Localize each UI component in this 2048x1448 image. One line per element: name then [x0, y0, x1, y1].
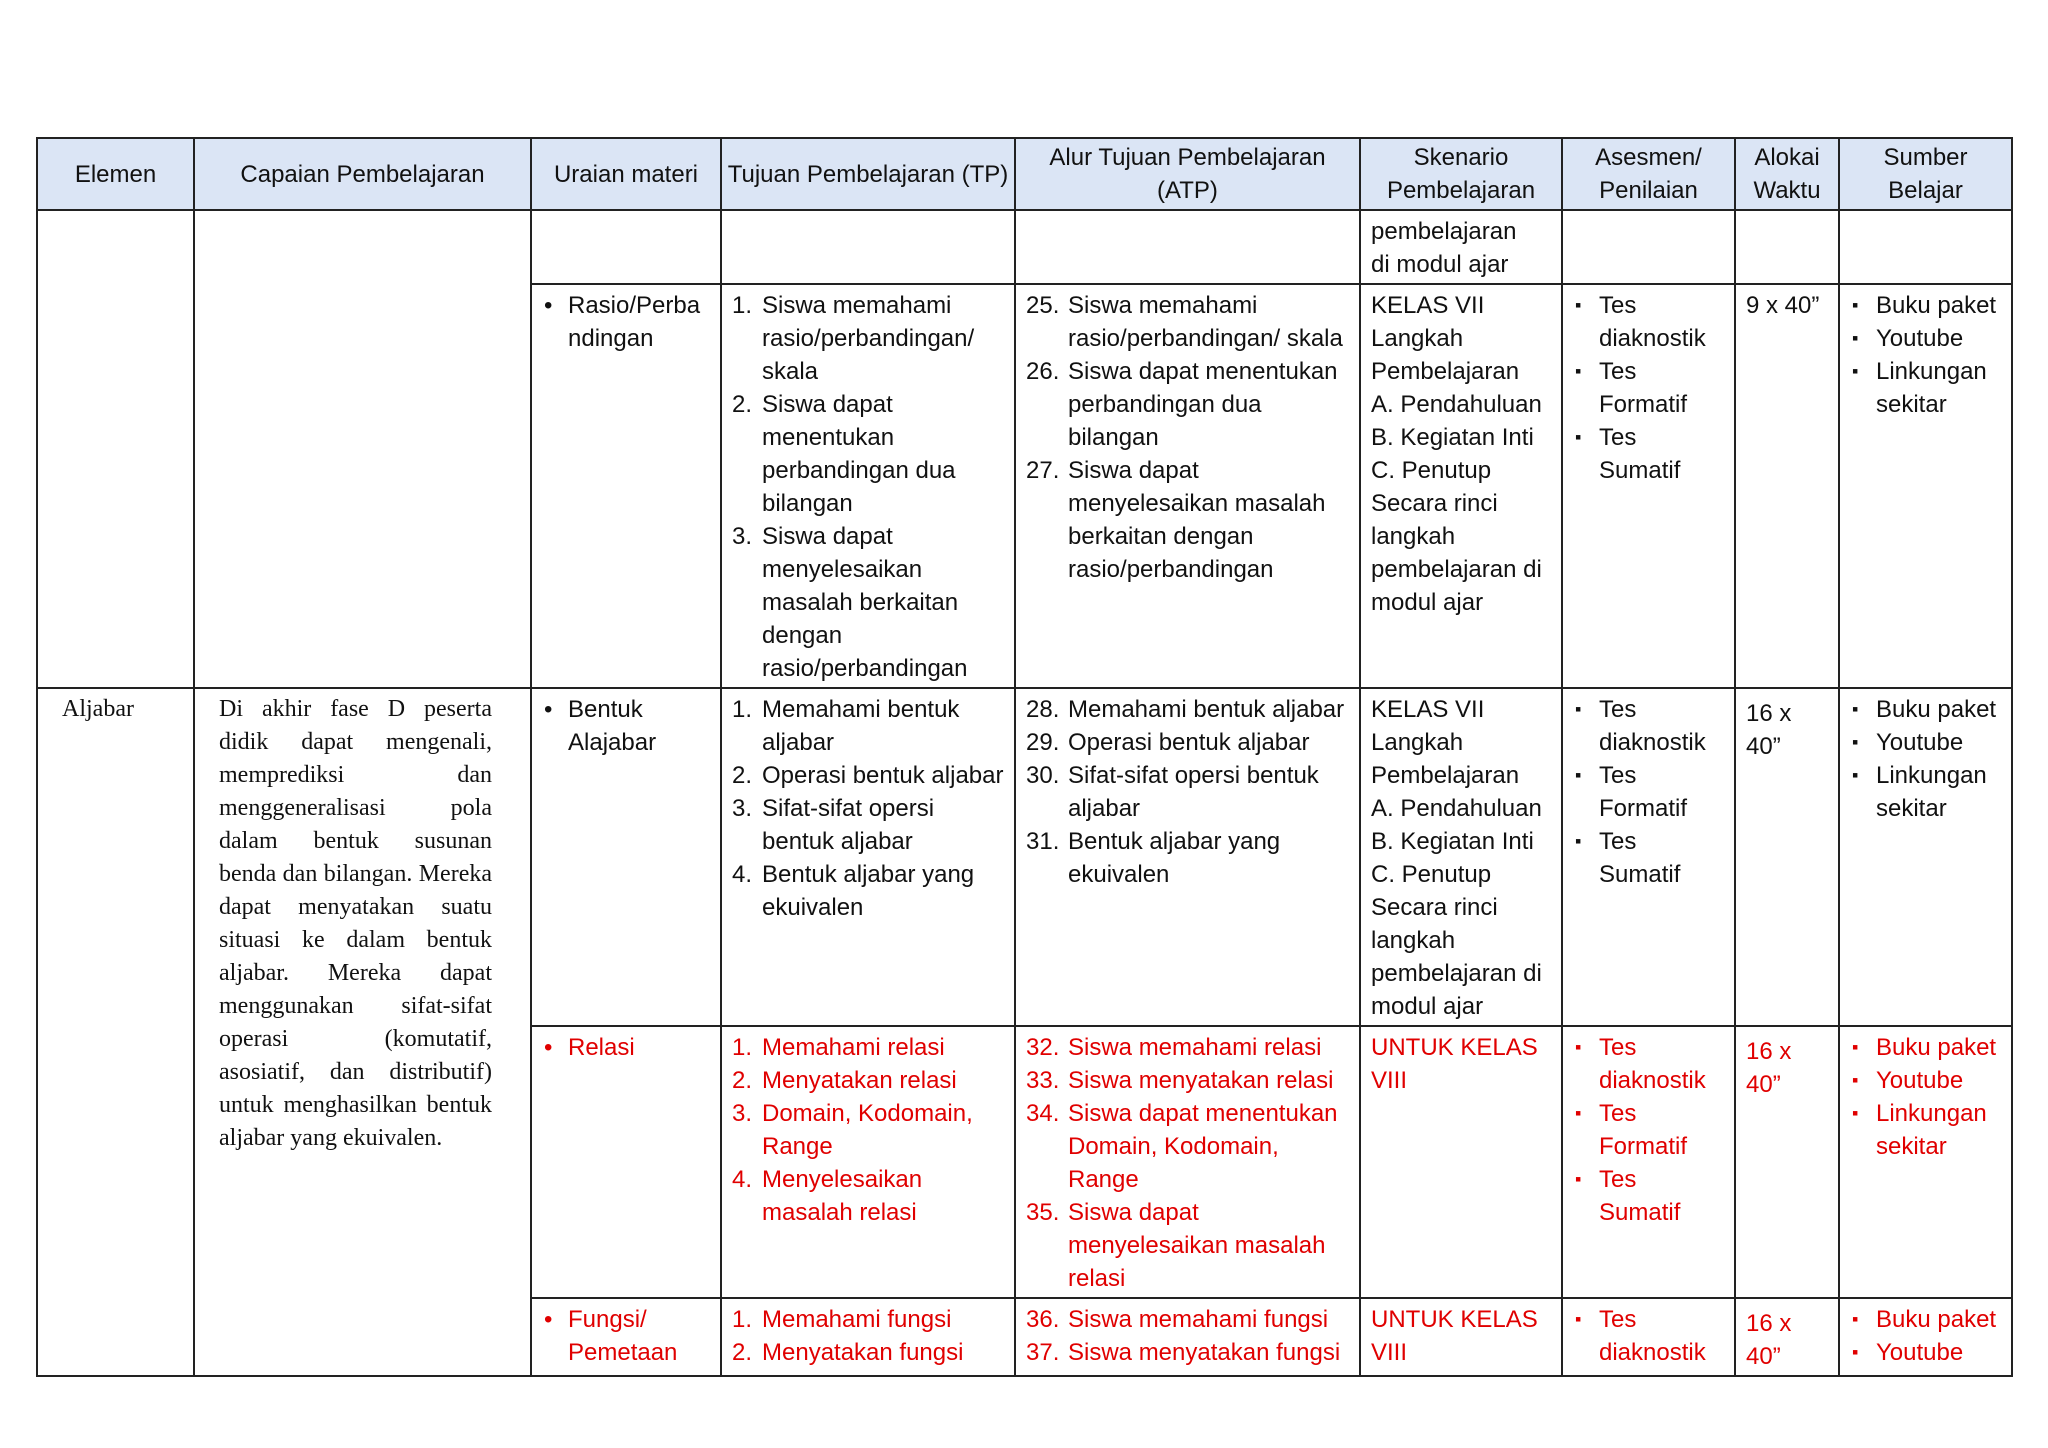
list-item: ▪ Tes Sumatif: [1573, 825, 1724, 891]
square-bullet-icon: ▪: [1575, 765, 1582, 785]
list-item: 2. Operasi bentuk aljabar: [732, 762, 1004, 789]
list-item: ▪ Tes Formatif: [1573, 759, 1724, 825]
header-asesmen: Asesmen/ Penilaian: [1562, 138, 1735, 210]
cell-alokasi: 16 x 40”: [1735, 1298, 1839, 1376]
list-item: 29. Operasi bentuk aljabar: [1026, 729, 1310, 756]
cell-skenario: [1360, 210, 1562, 284]
cell-sumber: [1839, 1298, 2012, 1376]
list-item: 1. Memahami relasi: [732, 1034, 945, 1061]
list-item: • Fungsi/ Pemetaan: [542, 1303, 710, 1369]
cell-uraian: [531, 688, 721, 1026]
list-item: 3. Siswa dapat menyelesaikan masalah berkaitan dengan rasio/perbandingan: [732, 523, 968, 682]
table-row: [37, 688, 2012, 1026]
header-capaian: Capaian Pembelajaran: [194, 138, 531, 210]
cell-asesmen: [1562, 210, 1735, 284]
skenario-line: di modul ajar: [1371, 251, 1509, 278]
list-item: 30. Sifat-sifat opersi bentuk aljabar: [1026, 762, 1319, 822]
square-bullet-icon: ▪: [1852, 732, 1859, 752]
cell-sumber: [1839, 688, 2012, 1026]
cell-elemen-empty: [37, 210, 194, 688]
square-bullet-icon: ▪: [1575, 1103, 1582, 1123]
list-item: ▪ Youtube: [1850, 322, 2001, 355]
skenario-line: pembelajaran: [1371, 218, 1517, 245]
cell-asesmen: [1562, 284, 1735, 688]
list-item: ▪ Buku paket: [1850, 1031, 2001, 1064]
list-item: • Rasio/Perbandingan: [542, 289, 710, 355]
square-bullet-icon: ▪: [1852, 765, 1859, 785]
cell-sumber: [1839, 210, 2012, 284]
list-item: ▪ Buku paket: [1850, 289, 2001, 322]
cell-atp: [1015, 1026, 1360, 1298]
header-atp: Alur Tujuan Pembelajaran (ATP): [1015, 138, 1360, 210]
list-item: ▪ Youtube: [1850, 1336, 2001, 1369]
round-bullet-icon: •: [544, 292, 553, 319]
cell-capaian: Di akhir fase D peserta didik dapat mengenali, memprediksi dan menggeneralisasi pola dalam bentuk susunan benda dan bilangan. Mereka dapat menyatakan suatu situasi ke dalam bentuk aljabar. Mereka dapat menggunakan sifat-sifat operasi (komutatif, asosiatif, dan distributif) untuk menghasilkan bentuk aljabar yang ekuivalen.: [194, 688, 531, 1376]
cell-elemen: Aljabar: [37, 688, 194, 1376]
list-item: ▪ Linkungan sekitar: [1850, 759, 2001, 825]
header-elemen: Elemen: [37, 138, 194, 210]
list-item: 27. Siswa dapat menyelesaikan masalah berkaitan dengan rasio/perbandingan: [1026, 457, 1326, 583]
cell-uraian: [531, 1298, 721, 1376]
cell-skenario: UNTUK KELAS VIII: [1360, 1298, 1562, 1376]
square-bullet-icon: ▪: [1852, 1103, 1859, 1123]
cell-atp: [1015, 688, 1360, 1026]
list-item: 32. Siswa memahami relasi: [1026, 1034, 1322, 1061]
list-item: 4. Bentuk aljabar yang ekuivalen: [732, 861, 975, 921]
cell-alokasi: 16 x 40”: [1735, 688, 1839, 1026]
cell-sumber: [1839, 284, 2012, 688]
cell-asesmen: [1562, 1298, 1735, 1376]
cell-atp: [1015, 210, 1360, 284]
list-item: 2. Menyatakan relasi: [732, 1067, 957, 1094]
list-item: ▪ Tes diaknostik: [1573, 1031, 1724, 1097]
square-bullet-icon: ▪: [1575, 1037, 1582, 1057]
cell-alokasi: 16 x 40”: [1735, 1026, 1839, 1298]
list-item: ▪ Tes diaknostik: [1573, 693, 1724, 759]
header-row: [37, 138, 2012, 210]
cell-skenario: KELAS VII Langkah Pembelajaran A. Pendahuluan B. Kegiatan Inti C. Penutup Secara rinci langkah pembelajaran di modul ajar: [1360, 688, 1562, 1026]
square-bullet-icon: ▪: [1852, 328, 1859, 348]
header-tp: Tujuan Pembelajaran (TP): [721, 138, 1015, 210]
cell-asesmen: [1562, 688, 1735, 1026]
list-item: ▪ Youtube: [1850, 726, 2001, 759]
list-item: ▪ Youtube: [1850, 1064, 2001, 1097]
list-item: 1. Memahami bentuk aljabar: [732, 696, 960, 756]
square-bullet-icon: ▪: [1575, 831, 1582, 851]
cell-uraian: [531, 210, 721, 284]
square-bullet-icon: ▪: [1852, 361, 1859, 381]
list-item: 26. Siswa dapat menentukan perbandingan dua bilangan: [1026, 358, 1338, 451]
list-item: ▪ Buku paket: [1850, 693, 2001, 726]
list-item: • Bentuk Alajabar: [542, 693, 710, 759]
list-item: ▪ Linkungan sekitar: [1850, 355, 2001, 421]
list-item: 34. Siswa dapat menentukan Domain, Kodomain, Range: [1026, 1100, 1338, 1193]
list-item: ▪ Tes Formatif: [1573, 355, 1724, 421]
square-bullet-icon: ▪: [1575, 1309, 1582, 1329]
cell-uraian: [531, 284, 721, 688]
cell-uraian: [531, 1026, 721, 1298]
list-item: 33. Siswa menyatakan relasi: [1026, 1067, 1334, 1094]
header-skenario: Skenario Pembelajaran: [1360, 138, 1562, 210]
list-item: 31. Bentuk aljabar yang ekuivalen: [1026, 828, 1281, 888]
square-bullet-icon: ▪: [1852, 1070, 1859, 1090]
header-uraian: Uraian materi: [531, 138, 721, 210]
list-item: 4. Menyelesaikan masalah relasi: [732, 1166, 923, 1226]
list-item: 1. Siswa memahami rasio/perbandingan/ skala: [732, 292, 975, 385]
cell-atp: [1015, 1298, 1360, 1376]
list-item: ▪ Buku paket: [1850, 1303, 2001, 1336]
cell-atp: [1015, 284, 1360, 688]
square-bullet-icon: ▪: [1852, 699, 1859, 719]
round-bullet-icon: •: [544, 1034, 553, 1061]
square-bullet-icon: ▪: [1852, 295, 1859, 315]
square-bullet-icon: ▪: [1575, 427, 1582, 447]
cell-sumber: [1839, 1026, 2012, 1298]
curriculum-table: [36, 137, 2013, 1377]
header-alokasi: Alokai Waktu: [1735, 138, 1839, 210]
list-item: ▪ Tes diaknostik: [1573, 1303, 1724, 1369]
square-bullet-icon: ▪: [1852, 1342, 1859, 1362]
table-row: [37, 210, 2012, 284]
list-item: 25. Siswa memahami rasio/perbandingan/ skala: [1026, 292, 1343, 352]
list-item: 35. Siswa dapat menyelesaikan masalah relasi: [1026, 1199, 1326, 1292]
header-sumber: Sumber Belajar: [1839, 138, 2012, 210]
list-item: 37. Siswa menyatakan fungsi: [1026, 1339, 1341, 1366]
list-item: ▪ Tes diaknostik: [1573, 289, 1724, 355]
list-item: 1. Memahami fungsi: [732, 1306, 952, 1333]
square-bullet-icon: ▪: [1575, 1169, 1582, 1189]
list-item: 3. Sifat-sifat opersi bentuk aljabar: [732, 795, 935, 855]
round-bullet-icon: •: [544, 696, 553, 723]
list-item: • Relasi: [542, 1031, 710, 1064]
cell-tp: [721, 210, 1015, 284]
cell-tp: [721, 688, 1015, 1026]
list-item: ▪ Tes Formatif: [1573, 1097, 1724, 1163]
square-bullet-icon: ▪: [1575, 361, 1582, 381]
list-item: ▪ Linkungan sekitar: [1850, 1097, 2001, 1163]
square-bullet-icon: ▪: [1852, 1037, 1859, 1057]
cell-skenario: KELAS VII Langkah Pembelajaran A. Pendahuluan B. Kegiatan Inti C. Penutup Secara rinci langkah pembelajaran di modul ajar: [1360, 284, 1562, 688]
cell-tp: [721, 1026, 1015, 1298]
square-bullet-icon: ▪: [1852, 1309, 1859, 1329]
list-item: 2. Siswa dapat menentukan perbandingan dua bilangan: [732, 391, 956, 517]
list-item: ▪ Tes Sumatif: [1573, 421, 1724, 487]
list-item: ▪ Tes Sumatif: [1573, 1163, 1724, 1229]
cell-alokasi: [1735, 210, 1839, 284]
list-item: 2. Menyatakan fungsi: [732, 1339, 964, 1366]
cell-skenario: UNTUK KELAS VIII: [1360, 1026, 1562, 1298]
cell-tp: [721, 284, 1015, 688]
list-item: 36. Siswa memahami fungsi: [1026, 1306, 1329, 1333]
list-item: 3. Domain, Kodomain, Range: [732, 1100, 973, 1160]
cell-asesmen: [1562, 1026, 1735, 1298]
round-bullet-icon: •: [544, 1306, 553, 1333]
square-bullet-icon: ▪: [1575, 295, 1582, 315]
cell-capaian-empty: [194, 210, 531, 688]
list-item: 28. Memahami bentuk aljabar: [1026, 696, 1345, 723]
square-bullet-icon: ▪: [1575, 699, 1582, 719]
cell-alokasi: 9 x 40”: [1735, 284, 1839, 688]
cell-tp: [721, 1298, 1015, 1376]
